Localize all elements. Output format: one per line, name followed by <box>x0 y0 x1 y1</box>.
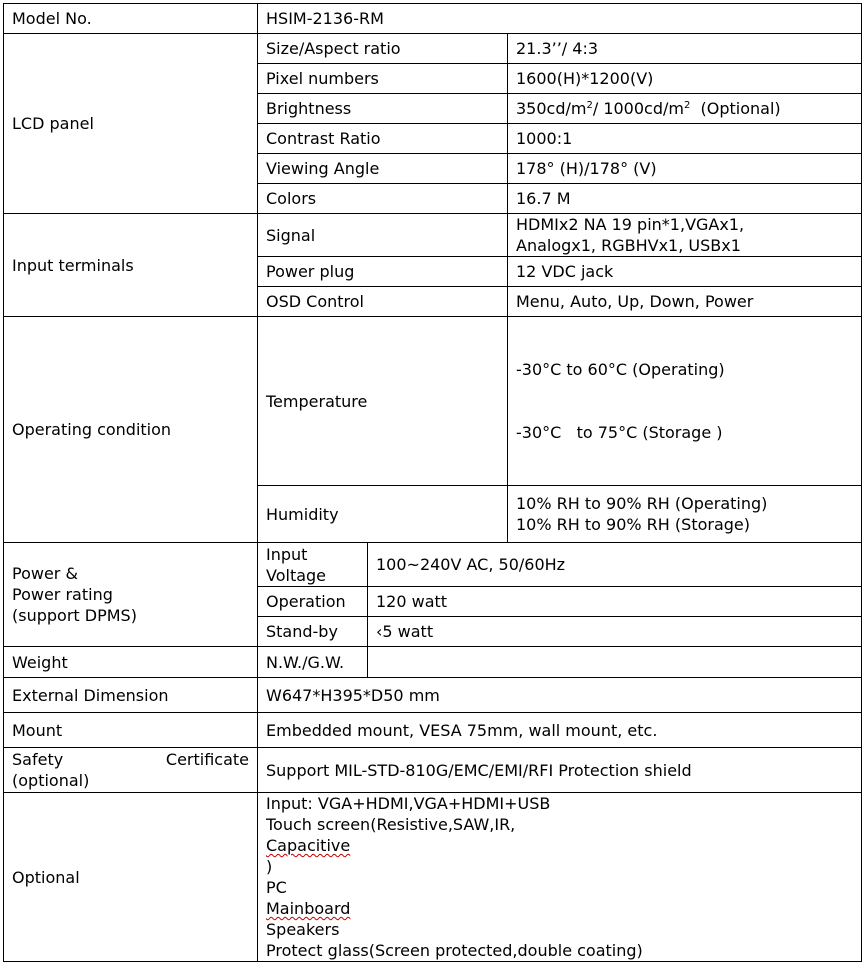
value-signal <box>508 214 862 257</box>
label-power <box>4 543 258 647</box>
row-power-input-voltage <box>4 543 862 587</box>
row-model <box>4 4 862 34</box>
value-brightness <box>508 94 862 124</box>
optional-line3-a: PC <box>266 878 292 897</box>
brightness-sup-b: 2 <box>683 100 691 111</box>
row-operating-temperature <box>4 317 862 486</box>
value-operation: 120 watt <box>368 587 862 617</box>
humidity-line1: 10% RH to 90% RH (Operating) <box>516 494 768 513</box>
name-viewing-angle: Viewing Angle <box>258 154 508 184</box>
optional-line2 <box>266 814 853 877</box>
value-optional <box>258 793 862 962</box>
brightness-sup-a: 2 <box>586 100 593 111</box>
power-label-line3: (support DPMS) <box>12 606 137 625</box>
value-external-dimension: W647*H395*D50 mm <box>258 678 862 713</box>
power-label-line1: Power & <box>12 564 78 583</box>
value-mount: Embedded mount, VESA 75mm, wall mount, etc. <box>258 713 862 748</box>
temperature-line1: -30°C to 60°C (Operating) <box>516 360 725 379</box>
safety-label-line1 <box>12 749 249 770</box>
value-contrast-ratio: 1000:1 <box>508 124 862 154</box>
label-mount: Mount <box>4 713 258 748</box>
safety-word: Safety <box>12 750 64 769</box>
name-contrast-ratio: Contrast Ratio <box>258 124 508 154</box>
value-safety-certificate: Support MIL-STD-810G/EMC/EMI/RFI Protection shield <box>258 748 862 793</box>
value-colors: 16.7 M <box>508 184 862 214</box>
value-osd-control: Menu, Auto, Up, Down, Power <box>508 287 862 317</box>
signal-line2: Analogx1, RGBHVx1, USBx1 <box>516 236 741 255</box>
input-voltage-line1: Input <box>266 544 308 564</box>
name-humidity: Humidity <box>258 486 508 543</box>
optional-line4: Speakers <box>266 920 340 939</box>
optional-line2-c: ) <box>266 857 273 876</box>
value-model: HSIM-2136-RM <box>258 4 862 34</box>
row-optional <box>4 793 862 962</box>
row-lcd-size <box>4 34 862 64</box>
label-optional: Optional <box>4 793 258 962</box>
row-dimension <box>4 678 862 713</box>
brightness-b: / 1000cd/m <box>592 99 684 118</box>
brightness-a: 350cd/m <box>516 99 587 118</box>
value-standby: ‹5 watt <box>368 617 862 647</box>
name-signal: Signal <box>258 214 508 257</box>
label-weight: Weight <box>4 647 258 678</box>
humidity-line2: 10% RH to 90% RH (Storage) <box>516 515 750 534</box>
value-power-plug: 12 VDC jack <box>508 257 862 287</box>
value-weight: N.W./G.W. <box>258 647 368 678</box>
name-brightness: Brightness <box>258 94 508 124</box>
power-label-line2: Power rating <box>12 585 113 604</box>
optional-line3 <box>266 877 853 919</box>
name-operation: Operation <box>258 587 368 617</box>
optional-line2-capacitive: Capacitive <box>266 836 351 855</box>
row-safety <box>4 748 862 793</box>
name-colors: Colors <box>258 184 508 214</box>
safety-label-line2: (optional) <box>12 771 90 790</box>
value-weight-empty <box>368 647 862 678</box>
value-temperature <box>508 317 862 486</box>
value-pixel-numbers: 1600(H)*1200(V) <box>508 64 862 94</box>
name-input-voltage <box>258 543 368 587</box>
optional-line1: Input: VGA+HDMI,VGA+HDMI+USB <box>266 794 551 813</box>
label-lcd-panel: LCD panel <box>4 34 258 214</box>
label-operating-condition: Operating condition <box>4 317 258 543</box>
spec-table <box>3 3 862 962</box>
label-safety-certificate <box>4 748 258 793</box>
brightness-c: (Optional) <box>690 99 781 118</box>
optional-line3-mainboard: Mainboard <box>266 899 351 918</box>
value-humidity <box>508 486 862 543</box>
value-viewing-angle: 178° (H)/178° (V) <box>508 154 862 184</box>
label-input-terminals: Input terminals <box>4 214 258 317</box>
name-size-aspect: Size/Aspect ratio <box>258 34 508 64</box>
certificate-word: Certificate <box>165 750 249 769</box>
value-input-voltage: 100~240V AC, 50/60Hz <box>368 543 862 587</box>
label-external-dimension: External Dimension <box>4 678 258 713</box>
name-power-plug: Power plug <box>258 257 508 287</box>
input-voltage-line2: Voltage <box>266 565 327 585</box>
optional-line5: Protect glass(Screen protected,double coating) <box>266 941 643 960</box>
signal-line1: HDMIx2 NA 19 pin*1,VGAx1, <box>516 215 745 234</box>
name-temperature: Temperature <box>258 317 508 486</box>
label-model: Model No. <box>4 4 258 34</box>
name-pixel-numbers: Pixel numbers <box>258 64 508 94</box>
optional-line2-a: Touch screen(Resistive,SAW,IR, <box>266 815 516 834</box>
name-osd-control: OSD Control <box>258 287 508 317</box>
name-standby: Stand-by <box>258 617 368 647</box>
row-input-signal <box>4 214 862 257</box>
value-size-aspect: 21.3’’/ 4:3 <box>508 34 862 64</box>
row-mount <box>4 713 862 748</box>
row-weight <box>4 647 862 678</box>
temperature-line2: -30°C to 75°C (Storage ) <box>516 423 723 442</box>
